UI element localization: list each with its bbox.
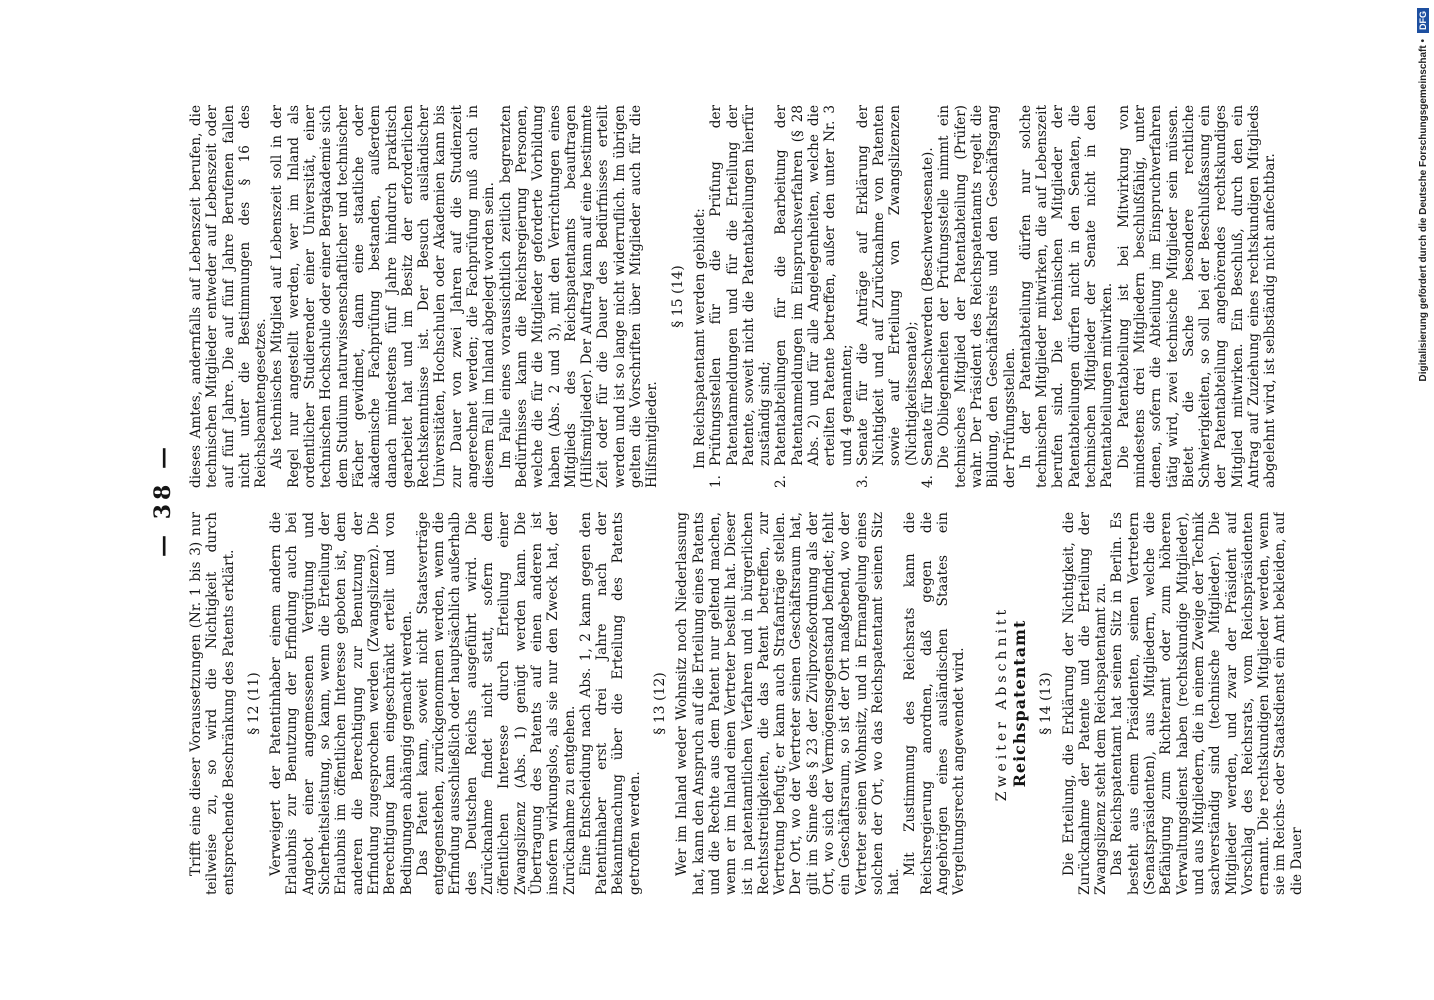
right-paragraph-3: Die Obliegenheiten der Prüfungsstelle nimmt ein technisches Mitglied der Patentabteilung (Prüfer) wahr. Der Präsident des Reichspatentamts regelt die Bildung, den Geschäftskreis und den Geschäftsgang der Prüfungsstellen. bbox=[936, 105, 1018, 488]
list-item-text: Prüfungsstellen für die Prüfung der Patentanmeldungen und für die Erteilung der Patente, soweit nicht die Patentabteilungen hierfür zuständig sind; bbox=[708, 105, 774, 466]
list-item-number: 3. bbox=[854, 475, 871, 488]
right-paragraph-1: Als technisches Mitglied auf Lebenszeit soll in der Regel nur angestellt werden, wer im Inland als ordentlicher Studierender einer Universität, einer technischen Hochschule oder einer Bergakademie sich dem Studium naturwissenschaftlicher und technischer Fächer gewidmet, dann eine staatliche oder akademische Fachprüfung bestanden, außerdem danach mindestens fünf Jahre hindurch praktisch gearbeitet hat und im Besitz der erforderlichen Rechtskenntnisse ist. Der Besuch ausländischer Universitäten, Hochschulen oder Akademien kann bis zur Dauer von zwei Jahren auf die Studienzeit angerechnet werden; die Fachprüfung muß auch in diesem Fall im Inland abgelegt worden sein. bbox=[269, 105, 498, 488]
section-12-paragraph-2: Das Patent kann, soweit nicht Staatsverträge entgegenstehen, zurückgenommen werden, wenn die Erfindung ausschließlich oder hauptsächlich außerhalb des Deutschen Reichs ausgeführt wird. Die Zurücknahme findet nicht statt, sofern dem öffentlichen Interesse durch Erteilung einer Zwangslizenz (Abs. 1) genügt werden kann. Die Übertragung des Patents auf einen anderen ist insofern wirkungslos, als sie nur den Zweck hat, der Zurücknahme zu entgehen. bbox=[414, 512, 578, 895]
section-14-paragraph-2: Das Reichspatentamt hat seinen Sitz in Berlin. Es besteht aus einem Präsidenten, seinen Vertretern (Senatspräsidenten), aus Mitgliedern, welche die Befähigung zum Richteramt oder zum höheren Verwaltungsdienst haben (rechtskundige Mitglieder), und aus Mitgliedern, die in einem Zweige der Technik sachverständig sind (technische Mitglieder). Die Mitglieder werden, und zwar der Präsident auf Vorschlag des Reichsrats, vom Reichspräsidenten ernannt. Die rechtskundigen Mitglieder werden, wenn sie im Reichs- oder Staatsdienst ein Amt bekleiden, auf die Dauer bbox=[1109, 512, 1305, 895]
page-content bbox=[150, 105, 1310, 895]
list-item-text: Senate für Beschwerden (Beschwerdesenate). bbox=[920, 147, 937, 466]
section-13-paragraph-2: Mit Zustimmung des Reichsrats kann die Reichsregierung anordnen, daß gegen die Angehörigen eines ausländischen Staates ein Vergeltungsrecht angewendet wird. bbox=[902, 512, 968, 895]
list-item bbox=[855, 105, 920, 488]
right-paragraph-2: Im Falle eines voraussichtlich zeitlich begrenzten Bedürfnisses kann die Reichsregierung Personen, welche die für die Mitglieder geforderte Vorbildung haben (Abs. 2 und 3), mit den Verrichtungen eines Mitglieds des Reichspatentamts beauftragen (Hilfsmitglieder). Der Auftrag kann auf eine bestimmte Zeit oder für die Dauer des Bedürfnisses erteilt werden und ist so lange nicht widerruflich. Im übrigen gelten die Vorschriften über Mitglieder auch für die Hilfsmitglieder. bbox=[497, 105, 661, 488]
list-item-number: 4. bbox=[920, 475, 937, 488]
section-15-heading: § 15 (14) bbox=[669, 265, 686, 328]
credit-text: Digitalisierung gefördert durch die Deutsche Forschungsgemeinschaft • bbox=[1418, 39, 1429, 382]
list-item bbox=[920, 105, 936, 488]
section-14-paragraph-1: Die Erteilung, die Erklärung der Nichtigkeit, die Zurücknahme der Patente und die Erteilung der Zwangslizenz steht dem Reichspatentamt zu. bbox=[1060, 512, 1110, 895]
left-column bbox=[188, 512, 1308, 895]
section-12-paragraph-1: Verweigert der Patentinhaber einem andern die Erlaubnis zur Benutzung der Erfindung auch bei Angebot einer angemessenen Vergütung und Sicherheitsleistung, so kann, wenn die Erteilung der Erlaubnis im öffentlichen Interesse geboten ist, dem anderen die Berechtigung zur Benutzung der Erfindung zugesprochen werden (Zwangslizenz). Die Berechtigung kann eingeschränkt erteilt und von Bedingungen abhängig gemacht werden. bbox=[268, 512, 415, 895]
section-12-heading: § 12 (11) bbox=[245, 672, 262, 735]
list-item-text: Senate für die Anträge auf Erklärung der Nichtigkeit und auf Zurücknahme von Patenten sowie auf Erteilung von Zwangslizenzen (Nichtigkeitssenate); bbox=[854, 105, 920, 466]
page-number: — 38 — bbox=[150, 443, 176, 557]
section-14-heading: § 14 (13) bbox=[1038, 672, 1055, 735]
section-15-intro: Im Reichspatentamt werden gebildet: bbox=[691, 208, 708, 469]
dfg-logo: DFG bbox=[1417, 8, 1429, 33]
chapter-title: Reichspatentamt bbox=[1009, 619, 1029, 788]
section-13-heading: § 13 (12) bbox=[652, 672, 669, 735]
right-paragraph-4: In der Patentabteilung dürfen nur solche technischen Mitglieder mitwirken, die auf Lebenszeit berufen sind. Die technischen Mitglieder der Patentabteilungen dürfen nicht in den Senaten, die technischen Mitglieder der Senate nicht in den Patentabteilungen mitwirken. bbox=[1017, 105, 1116, 488]
right-paragraph-5: Die Patentabteilung ist bei Mitwirkung von mindestens drei Mitgliedern beschlußfähig, unter denen, sofern die Abteilung im Einspruchverfahren tätig wird, zwei technische Mitglieder sein müssen. Bietet die Sache besondere rechtliche Schwierigkeiten, so soll bei der Beschlußfassung ein der Patentabteilung angehörendes rechtskundiges Mitglied mitwirken. Ein Beschluß, durch den ein Antrag auf Zuziehung eines rechtskundigen Mitglieds abgelehnt wird, ist selbständig nicht anfechtbar. bbox=[1115, 105, 1279, 488]
section-12-paragraph-3: Eine Entscheidung nach Abs. 1, 2 kann gegen den Patentinhaber erst drei Jahre nach der Bekanntmachung über die Erteilung des Patents getroffen werden. bbox=[577, 512, 643, 895]
list-item-text: Patentabteilungen für die Bearbeitung der Patentanmeldungen im Einspruchsverfahren (§ 28 Abs. 2) und für alle Angelegenheiten, welche die erteilten Patente betreffen, außer den unter Nr. 3 und 4 genannten; bbox=[773, 105, 855, 466]
digitization-credit bbox=[1416, 8, 1432, 992]
part-title: Zweiter Abschnitt bbox=[993, 605, 1010, 802]
list-item-number: 2. bbox=[773, 475, 790, 488]
section-13-paragraph-1: Wer im Inland weder Wohnsitz noch Niederlassung hat, kann den Anspruch auf die Erteilung eines Patents und die Rechte aus dem Patent nur geltend machen, wenn er im Inland einen Vertreter bestellt hat. Dieser ist in patentamtlichen Verfahren und in bürgerlichen Rechtsstreitigkeiten, die das Patent betreffen, zur Vertretung befugt; er kann auch Strafanträge stellen. Der Ort, wo der Vertreter seinen Geschäftsraum hat, gilt im Sinne des § 23 der Zivilprozeßordnung als der Ort, wo sich der Vermögensgegenstand befindet; fehlt ein Geschäftsraum, so ist der Ort maßgebend, wo der Vertreter seinen Wohnsitz, und in Ermangelung eines solchen der Ort, wo das Reichspatentamt seinen Sitz hat. bbox=[674, 512, 903, 895]
continued-paragraph: dieses Amtes, andernfalls auf Lebenszeit berufen, die technischen Mitglieder entweder auf Lebenszeit oder auf fünf Jahre. Die auf fünf Jahre Berufenen fallen nicht unter die Bestimmungen des § 16 des Reichsbeamtengesetzes. bbox=[188, 105, 270, 488]
intro-paragraph: Trifft eine dieser Voraussetzungen (Nr. 1 bis 3) nur teilweise zu, so wird die Nichtigkeit durch entsprechende Beschränkung des Patents erklärt. bbox=[188, 512, 237, 895]
list-item bbox=[773, 105, 854, 488]
right-column bbox=[188, 105, 1308, 488]
list-item bbox=[708, 105, 773, 488]
section-15-list bbox=[708, 105, 936, 488]
list-item-number: 1. bbox=[708, 475, 725, 488]
